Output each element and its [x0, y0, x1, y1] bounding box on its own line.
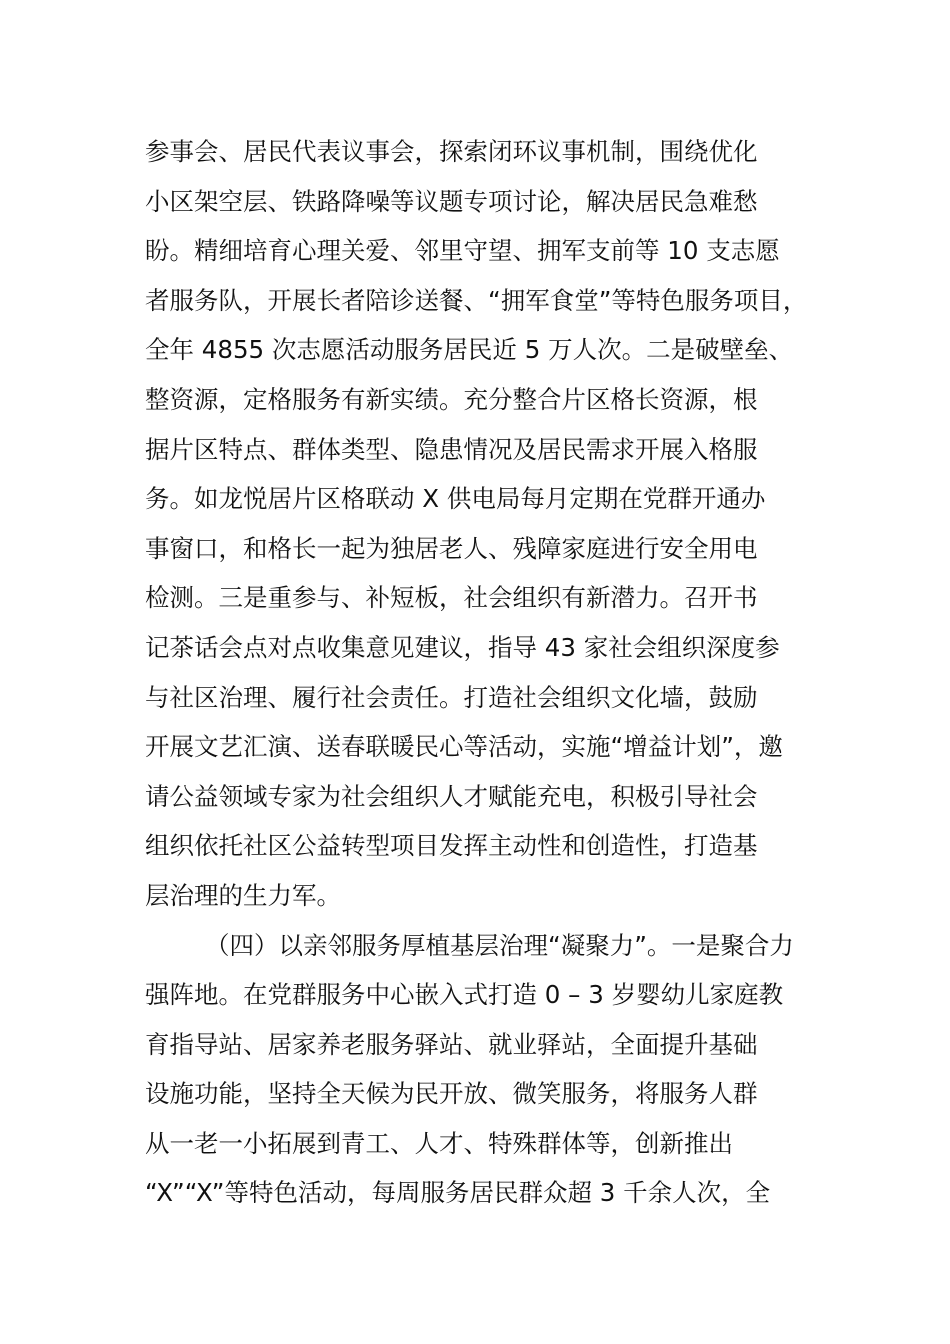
text-line: 据片区特点、群体类型、隐患情况及居民需求开展入格服 — [145, 434, 758, 464]
text-line: 与社区治理、履行社会责任。打造社会组织文化墙，鼓励 — [145, 682, 758, 712]
text-line: 整资源，定格服务有新实绩。充分整合片区格长资源，根 — [145, 384, 758, 414]
text-line: 设施功能，坚持全天候为民开放、微笑服务，将服务人群 — [145, 1079, 758, 1109]
text-line: 从一老一小拓展到青工、人才、特殊群体等，创新推出 — [145, 1128, 733, 1158]
text-line: 小区架空层、铁路降噪等议题专项讨论，解决居民急难愁 — [145, 186, 758, 216]
text-line: 事窗口，和格长一起为独居老人、残障家庭进行安全用电 — [145, 533, 758, 563]
text-line: 检测。三是重参与、补短板，社会组织有新潜力。召开书 — [145, 583, 758, 613]
body-text — [145, 127, 825, 1218]
text-line: 参事会、居民代表议事会，探索闭环议事机制，围绕优化 — [145, 137, 758, 166]
text-line: 开展文艺汇演、送春联暖民心等活动，实施“增益计划”，邀 — [145, 732, 783, 762]
section-heading-line: （四）以亲邻服务厚植基层治理“凝聚力”。一是聚合力 — [205, 930, 794, 960]
text-line: 全年 4855 次志愿活动服务居民近 5 万人次。二是破壁垒、 — [145, 335, 794, 365]
text-line: 层治理的生力军。 — [145, 880, 341, 910]
text-line: 记茶话会点对点收集意见建议，指导 43 家社会组织深度参 — [145, 632, 780, 662]
text-line: 请公益领域专家为社会组织人才赋能充电，积极引导社会 — [145, 781, 758, 811]
text-line: 育指导站、居家养老服务驿站、就业驿站，全面提升基础 — [145, 1029, 758, 1059]
text-line: 务。如龙悦居片区格联动 X 供电局每月定期在党群开通办 — [145, 484, 766, 514]
text-line: 者服务队，开展长者陪诊送餐、“拥军食堂”等特色服务项目， — [145, 285, 808, 315]
text-line: 强阵地。在党群服务中心嵌入式打造 0 – 3 岁婴幼儿家庭教 — [145, 980, 784, 1010]
text-line: 组织依托社区公益转型项目发挥主动性和创造性，打造基 — [145, 831, 758, 861]
text-line: 盼。精细培育心理关爱、邻里守望、拥军支前等 10 支志愿 — [145, 236, 780, 266]
text-line: “X”“X”等特色活动，每周服务居民群众超 3 千余人次，全 — [145, 1178, 771, 1208]
